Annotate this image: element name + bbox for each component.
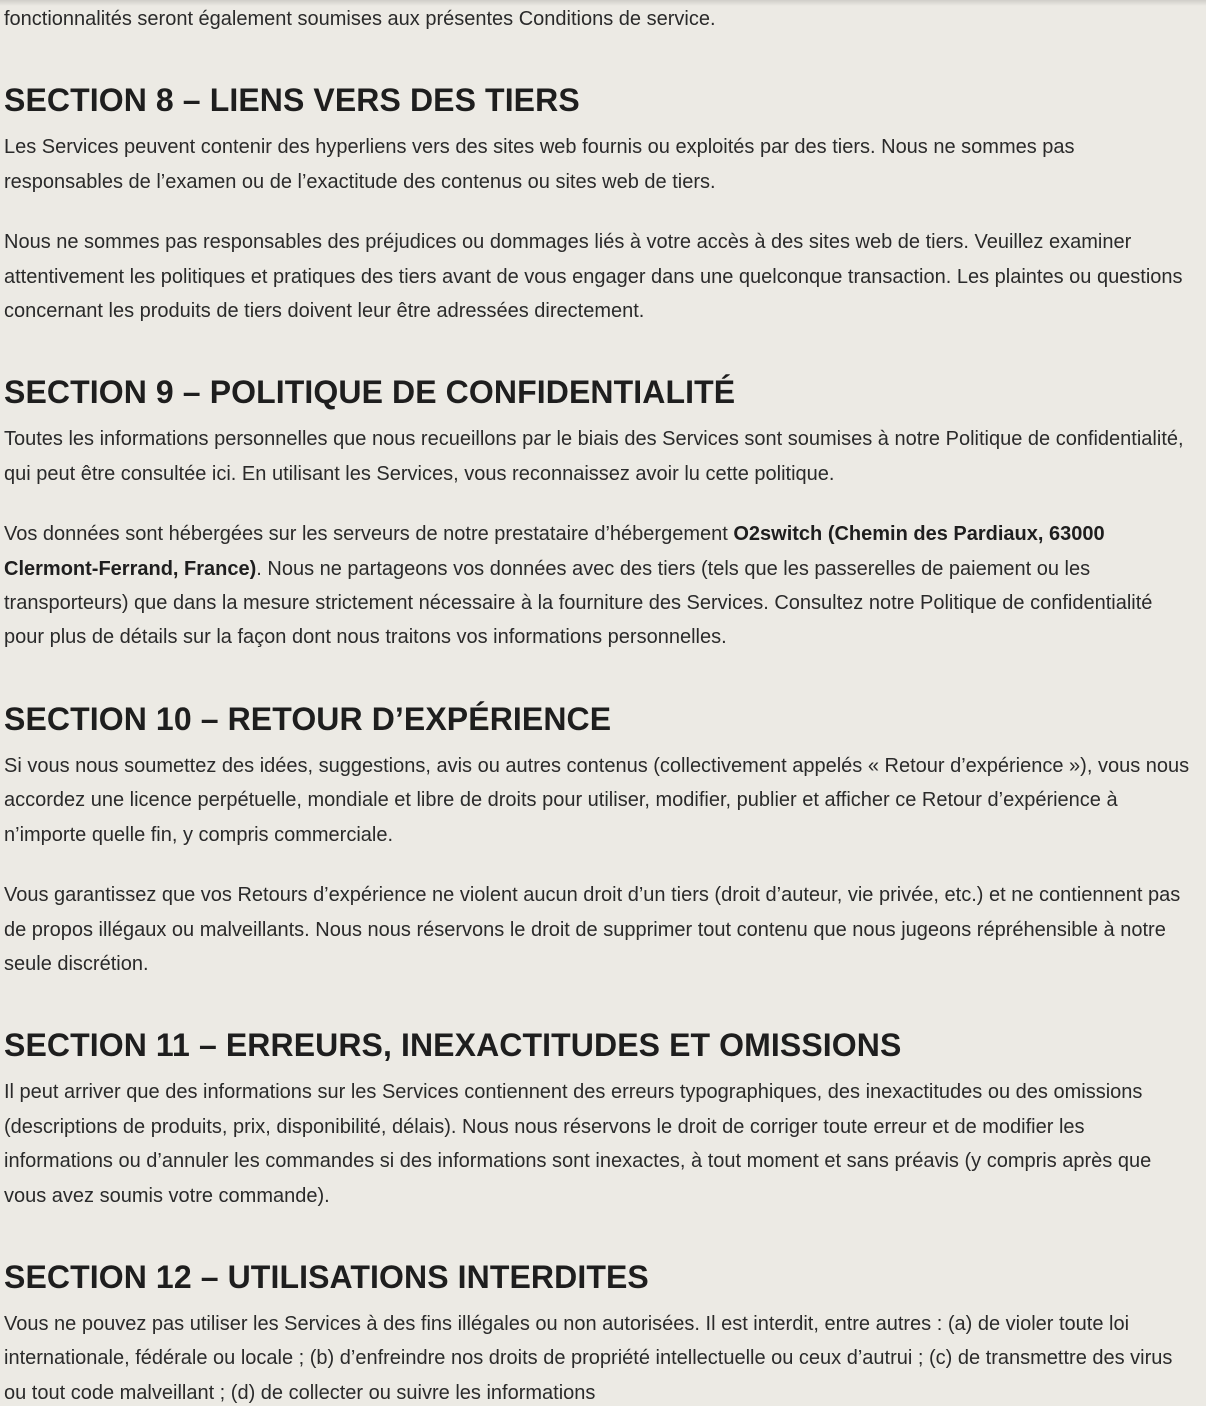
section-9-paragraph-1: Toutes les informations personnelles que nous recueillons par le biais des Services sont soumises à notre Politique de confidentialité, qui peut être consultée ici. En utilisant les Services, vous reconnaissez avoir lu cette politique.	[4, 428, 1184, 485]
section-10-paragraph-2: Vous garantissez que vos Retours d’expérience ne violent aucun droit d’un tiers (droit d’auteur, vie privée, etc.) et ne contiennent pas de propos illégaux ou malveillants. Nous nous réservons le droit de supprimer tout contenu que nous jugeons répréhensible à notre seule discrétion.	[4, 884, 1181, 975]
section-8-paragraph-1: Les Services peuvent contenir des hyperliens vers des sites web fournis ou exploités par des tiers. Nous ne sommes pas responsables de l’examen ou de l’exactitude des contenus ou sites web de tiers.	[4, 136, 1075, 193]
section-9-title: SECTION 9 – POLITIQUE DE CONFIDENTIALITÉ	[4, 374, 736, 411]
section-10-paragraph-1: Si vous nous soumettez des idées, suggestions, avis ou autres contenus (collectivement appelés « Retour d’expérience »), vous nous accordez une licence perpétuelle, mondiale et libre de droits pour utiliser, modifier, publier et afficher ce Retour d’expérience à n’importe quelle fin, y compris commerciale.	[4, 754, 1190, 846]
hosting-provider-address: O2switch (Chemin des Pardiaux, 63000 Clermont-Ferrand, France)	[4, 523, 1105, 580]
section-11	[4, 1025, 1194, 1213]
terms-content	[4, 0, 1194, 1406]
section-9-paragraph-2-rest: . Nous ne partageons vos données avec des tiers (tels que les passerelles de paiement ou les transporteurs) que dans la mesure strictement nécessaire à la fourniture des Services. Consultez notre Politique de confidentialité pour plus de détails sur la façon dont nous traitons vos informations personnelles.	[4, 557, 1153, 649]
section-10	[4, 699, 1194, 981]
section-11-paragraph-1: Il peut arriver que des informations sur les Services contiennent des erreurs typographiques, des inexactitudes ou des omissions (descriptions de produits, prix, disponibilité, délais). Nous nous réservons le droit de corriger toute erreur et de modifier les informations ou d’annuler les commandes si des informations sont inexactes, à tout moment et sans préavis (y compris après que vous avez soumis votre commande).	[4, 1081, 1152, 1207]
section-11-title: SECTION 11 – ERREURS, INEXACTITUDES ET OMISSIONS	[4, 1027, 902, 1064]
section-9	[4, 372, 1194, 654]
section-12-paragraph-1: Vous ne pouvez pas utiliser les Services à des fins illégales ou non autorisées. Il est interdit, entre autres : (a) de violer toute loi internationale, fédérale ou locale ; (b) d’enfreindre nos droits de propriété intellectuelle ou ceux d’autrui ; (c) de transmettre des virus ou tout code malveillant ; (d) de collecter ou suivre les informations	[4, 1312, 1173, 1404]
section-8	[4, 80, 1194, 328]
section-12	[4, 1257, 1194, 1406]
section-8-paragraph-2: Nous ne sommes pas responsables des préjudices ou dommages liés à votre accès à des sites web de tiers. Veuillez examiner attentivement les politiques et pratiques des tiers avant de vous engager dans une quelconque transaction. Les plaintes ou questions concernant les produits de tiers doivent leur être adressées directement.	[4, 231, 1183, 323]
section-9-paragraph-2	[4, 517, 1194, 655]
section-9-paragraph-2-lead: Vos données sont hébergées sur les serveurs de notre prestataire d’hébergement	[4, 523, 734, 546]
section-8-title: SECTION 8 – LIENS VERS DES TIERS	[4, 82, 580, 119]
intro-paragraph: fonctionnalités seront également soumises aux présentes Conditions de service.	[4, 8, 716, 30]
section-10-title: SECTION 10 – RETOUR D’EXPÉRIENCE	[4, 700, 612, 737]
section-12-title: SECTION 12 – UTILISATIONS INTERDITES	[4, 1258, 649, 1295]
